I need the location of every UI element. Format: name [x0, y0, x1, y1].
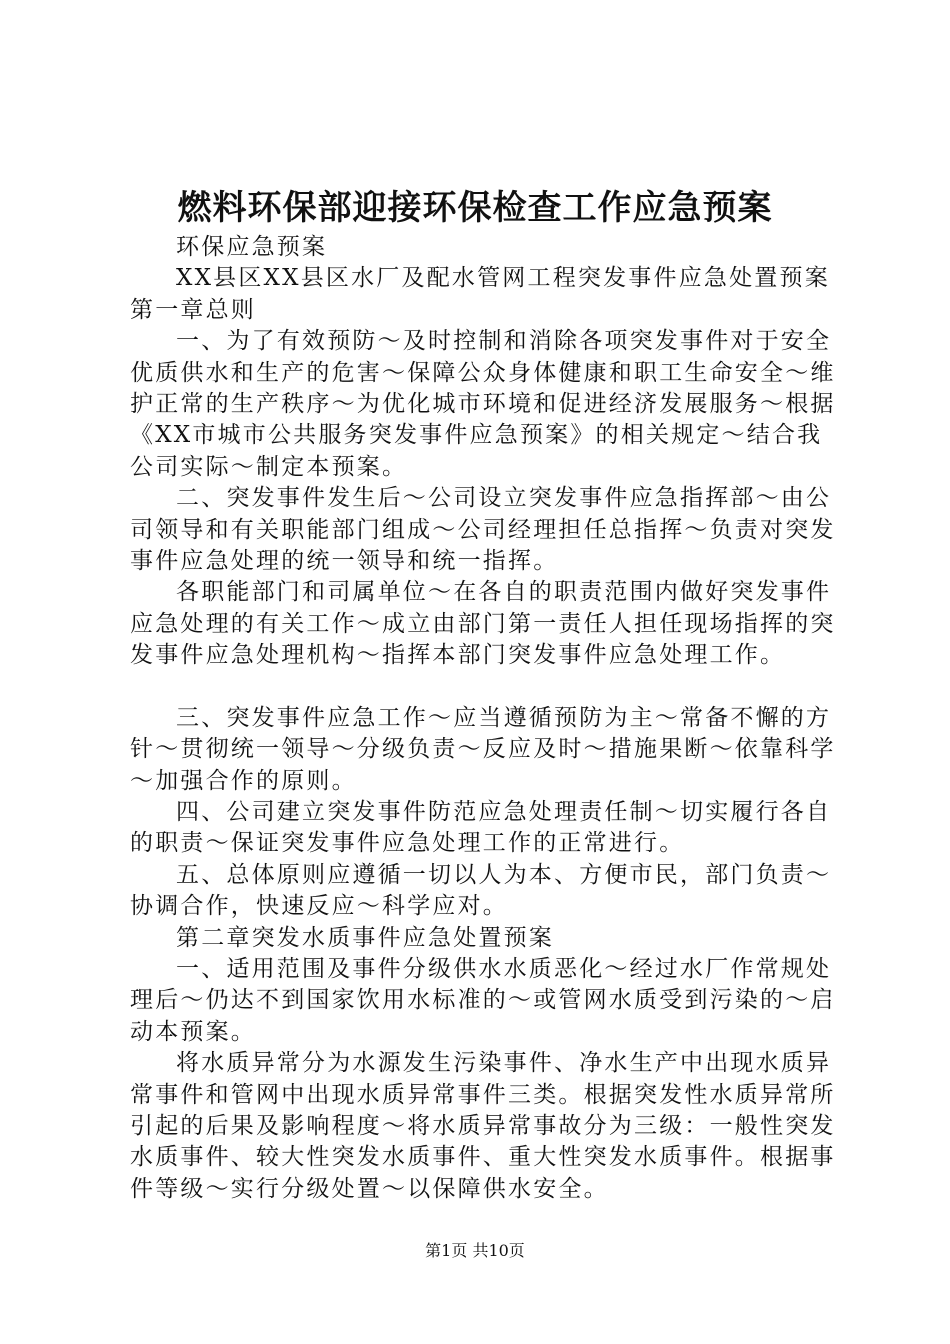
chapter-heading-2: 第二章突发水质事件应急处置预案	[176, 924, 554, 951]
paragraph-plan-name: XX县区XX县区水厂及配水管网工程突发事件应急处置预案	[176, 265, 830, 292]
paragraph-departments: 各职能部门和司属单位～在各自的职责范围内做好突发事件应急处理的有关工作～成立由部门第一责任人担任现场指挥的突发事件应急处理机构～指挥本部门突发事件应急处理工作。	[130, 579, 836, 669]
document-body	[130, 232, 842, 1205]
page-number-footer: 第1页 共10页	[425, 1241, 525, 1260]
paragraph-classification: 将水质异常分为水源发生污染事件、净水生产中出现水质异常事件和管网中出现水质异常事件三类。根据突发性水质异常所引起的后果及影响程度～将水质异常事故分为三级：一般性突发水质事件、较大性突发水质事件、重大性突发水质事件。根据事件等级～实行分级处置～以保障供水安全。	[130, 1050, 836, 1202]
paragraph-article-1: 一、为了有效预防～及时控制和消除各项突发事件对于安全优质供水和生产的危害～保障公众身体健康和职工生命安全～维护正常的生产秩序～为优化城市环境和促进经济发展服务～根据《XX市城市公共服务突发事件应急预案》的相关规定～结合我公司实际～制定本预案。	[130, 328, 836, 480]
document-title: 燃料环保部迎接环保检查工作应急预案	[177, 188, 773, 228]
paragraph-article-3: 三、突发事件应急工作～应当遵循预防为主～常备不懈的方针～贯彻统一领导～分级负责～反应及时～措施果断～依靠科学～加强合作的原则。	[130, 704, 836, 794]
paragraph-subtitle: 环保应急预案	[176, 234, 328, 260]
chapter-heading-1: 第一章总则	[130, 296, 256, 323]
paragraph-article-2: 二、突发事件发生后～公司设立突发事件应急指挥部～由公司领导和有关职能部门组成～公司经理担任总指挥～负责对突发事件应急处理的统一领导和统一指挥。	[130, 485, 836, 575]
paragraph-article-5: 五、总体原则应遵循一切以人为本、方便市民，部门负责～协调合作，快速反应～科学应对。	[130, 861, 832, 920]
paragraph-article-4: 四、公司建立突发事件防范应急处理责任制～切实履行各自的职责～保证突发事件应急处理工作的正常进行。	[130, 798, 832, 857]
paragraph-scope: 一、适用范围及事件分级供水水质恶化～经过水厂作常规处理后～仍达不到国家饮用水标准的～或管网水质受到污染的～启动本预案。	[130, 955, 836, 1045]
